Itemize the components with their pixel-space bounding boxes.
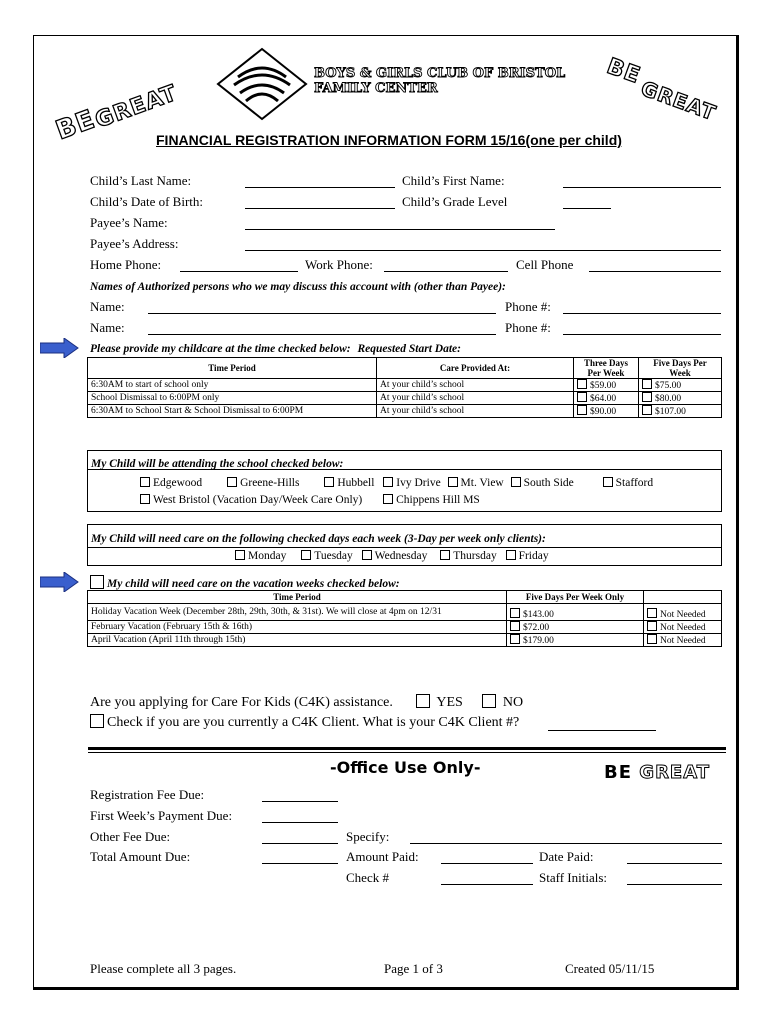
field-payee-address[interactable] xyxy=(245,250,721,251)
five-day-cell[interactable]: $75.00 xyxy=(639,379,722,392)
field-grade[interactable] xyxy=(563,208,611,209)
field-first-week[interactable] xyxy=(262,822,338,823)
field-other-fee[interactable] xyxy=(262,843,338,844)
field-first-name[interactable] xyxy=(563,187,721,188)
price-cell[interactable]: $179.00 xyxy=(507,634,644,647)
checkbox[interactable] xyxy=(642,405,652,415)
place-cell: At your child’s school xyxy=(377,379,574,392)
label-total: Total Amount Due: xyxy=(90,849,191,864)
checkbox[interactable] xyxy=(647,634,657,644)
label-auth-phone-2: Phone #: xyxy=(505,320,551,335)
checkbox[interactable] xyxy=(577,392,587,402)
label-last-name: Child’s Last Name: xyxy=(90,173,192,188)
label-amount-paid: Amount Paid: xyxy=(346,849,419,864)
checkbox[interactable] xyxy=(642,392,652,402)
period-cell: 6:30AM to start of school only xyxy=(88,379,377,392)
arrow-icon xyxy=(40,338,80,358)
label-reg-fee: Registration Fee Due: xyxy=(90,787,205,802)
c4k-yes-option[interactable]: YES xyxy=(416,695,462,710)
field-auth-name-2[interactable] xyxy=(148,334,496,335)
checkbox[interactable] xyxy=(90,575,104,589)
label-home-phone: Home Phone: xyxy=(90,257,162,272)
three-day-cell[interactable]: $90.00 xyxy=(574,405,639,418)
col-three-days: Three Days Per Week xyxy=(574,358,639,379)
field-total[interactable] xyxy=(262,863,338,864)
arrow-icon xyxy=(40,572,80,592)
label-auth-name-1: Name: xyxy=(90,299,125,314)
label-first-name: Child’s First Name: xyxy=(402,173,505,188)
footer-left: Please complete all 3 pages. xyxy=(90,961,237,976)
org-line-2: FAMILY CENTER xyxy=(314,81,438,96)
checkbox[interactable] xyxy=(482,694,496,708)
field-c4k-client-number[interactable] xyxy=(548,730,656,731)
field-cell-phone[interactable] xyxy=(589,271,721,272)
office-divider xyxy=(88,747,726,750)
field-home-phone[interactable] xyxy=(180,271,298,272)
checkbox[interactable] xyxy=(510,621,520,631)
field-auth-phone-1[interactable] xyxy=(563,313,721,314)
col-five-days: Five Days Per Week xyxy=(639,358,722,379)
school-option[interactable]: South Side xyxy=(511,477,574,489)
checkbox[interactable] xyxy=(416,694,430,708)
field-check[interactable] xyxy=(441,884,533,885)
not-needed-cell[interactable]: Not Needed xyxy=(644,621,722,634)
label-first-week: First Week’s Payment Due: xyxy=(90,808,233,823)
days-row xyxy=(235,550,549,562)
childcare-heading: Please provide my childcare at the time checked below: Requested Start Date: xyxy=(90,343,461,355)
not-needed-cell[interactable]: Not Needed xyxy=(644,604,722,621)
table-row xyxy=(88,621,722,634)
label-grade: Child’s Grade Level xyxy=(402,194,508,209)
authorized-heading: Names of Authorized persons who we may discuss this account with (other than Payee): xyxy=(90,281,506,293)
checkbox[interactable] xyxy=(510,608,520,618)
field-auth-name-1[interactable] xyxy=(148,313,496,314)
label-other-fee: Other Fee Due: xyxy=(90,829,171,844)
field-amount-paid[interactable] xyxy=(441,863,533,864)
three-day-cell[interactable]: $64.00 xyxy=(574,392,639,405)
period-cell: School Dismissal to 6:00PM only xyxy=(88,392,377,405)
col-vacation-period: Time Period xyxy=(88,591,507,604)
label-staff-initials: Staff Initials: xyxy=(539,870,608,885)
checkbox[interactable] xyxy=(510,634,520,644)
form-title: FINANCIAL REGISTRATION INFORMATION FORM 15/16(one per child) xyxy=(156,132,622,148)
label-specify: Specify: xyxy=(346,829,390,844)
school-option[interactable]: West Bristol (Vacation Day/Week Care Only) xyxy=(140,494,362,506)
school-option[interactable]: Stafford xyxy=(603,477,653,489)
field-work-phone[interactable] xyxy=(384,271,508,272)
day-option[interactable]: Friday xyxy=(506,550,549,562)
c4k-question-row xyxy=(90,694,523,711)
field-dob[interactable] xyxy=(245,208,395,209)
school-option[interactable]: Ivy Drive xyxy=(383,477,440,489)
vacation-heading[interactable]: My child will need care on the vacation weeks checked below: xyxy=(90,575,400,590)
org-name xyxy=(314,66,565,96)
price-cell[interactable]: $143.00 xyxy=(507,604,644,621)
field-payee-name[interactable] xyxy=(245,229,555,230)
checkbox[interactable] xyxy=(647,608,657,618)
school-row-2 xyxy=(140,494,480,506)
office-divider-thin xyxy=(88,752,726,753)
field-specify[interactable] xyxy=(410,843,722,844)
footer-page-number: Page 1 of 3 xyxy=(384,961,443,976)
office-title: -Office Use Only- xyxy=(330,758,481,777)
label-work-phone: Work Phone: xyxy=(305,257,373,272)
school-option[interactable]: Hubbell xyxy=(324,477,374,489)
day-option[interactable]: Wednesday xyxy=(362,550,428,562)
vacation-table xyxy=(87,590,722,647)
table-row xyxy=(88,392,722,405)
org-line-1: BOYS & GIRLS CLUB OF BRISTOL xyxy=(314,66,566,81)
period-cell: Holiday Vacation Week (December 28th, 29th, 30th, & 31st). We will close at 4pm on 12/31 xyxy=(88,604,507,621)
day-option[interactable]: Monday xyxy=(235,550,286,562)
table-row xyxy=(88,379,722,392)
be-great-logo-right-great: GREAT xyxy=(637,76,720,126)
period-cell: February Vacation (February 15th & 16th) xyxy=(88,621,507,634)
table-row xyxy=(88,604,722,621)
label-check: Check # xyxy=(346,870,389,885)
days-heading: My Child will need care on the following checked days each week (3-Day per week only clients): xyxy=(91,533,546,545)
five-day-cell[interactable]: $107.00 xyxy=(639,405,722,418)
col-care-provided: Care Provided At: xyxy=(377,358,574,379)
field-staff-initials[interactable] xyxy=(627,884,722,885)
checkbox[interactable] xyxy=(577,405,587,415)
field-last-name[interactable] xyxy=(245,187,395,188)
five-day-cell[interactable]: $80.00 xyxy=(639,392,722,405)
schools-heading: My Child will be attending the school checked below: xyxy=(91,458,344,470)
col-vacation-price: Five Days Per Week Only xyxy=(507,591,644,604)
school-option[interactable]: Chippens Hill MS xyxy=(383,494,480,506)
table-row xyxy=(88,634,722,647)
label-payee-name: Payee’s Name: xyxy=(90,215,168,230)
club-logo xyxy=(216,47,308,122)
day-option[interactable]: Thursday xyxy=(440,550,496,562)
checkbox[interactable] xyxy=(90,714,104,728)
col-not-needed xyxy=(644,591,722,604)
school-row-1 xyxy=(140,477,653,489)
childcare-table xyxy=(87,357,722,418)
c4k-no-option[interactable]: NO xyxy=(482,695,523,710)
label-cell-phone: Cell Phone xyxy=(516,257,574,272)
checkbox[interactable] xyxy=(577,379,587,389)
school-option[interactable]: Greene-Hills xyxy=(227,477,299,489)
be-great-logo-left-great: GREAT xyxy=(92,80,181,134)
period-cell: 6:30AM to School Start & School Dismissal to 6:00PM xyxy=(88,405,377,418)
col-time-period: Time Period xyxy=(88,358,377,379)
place-cell: At your child’s school xyxy=(377,392,574,405)
school-option[interactable]: Mt. View xyxy=(448,477,504,489)
label-payee-address: Payee’s Address: xyxy=(90,236,179,251)
checkbox[interactable] xyxy=(642,379,652,389)
label-dob: Child’s Date of Birth: xyxy=(90,194,204,209)
label-auth-phone-1: Phone #: xyxy=(505,299,551,314)
day-option[interactable]: Tuesday xyxy=(301,550,353,562)
table-row xyxy=(88,405,722,418)
field-reg-fee[interactable] xyxy=(262,801,338,802)
not-needed-cell[interactable]: Not Needed xyxy=(644,634,722,647)
be-great-logo-office: BE GREAT xyxy=(604,762,711,783)
period-cell: April Vacation (April 11th through 15th) xyxy=(88,634,507,647)
field-date-paid[interactable] xyxy=(627,863,722,864)
place-cell: At your child’s school xyxy=(377,405,574,418)
price-cell[interactable]: $72.00 xyxy=(507,621,644,634)
be-great-logo-left: BE xyxy=(52,104,100,147)
c4k-client-row[interactable]: Check if you are you currently a C4K Client. What is your C4K Client #? xyxy=(90,714,519,731)
c4k-question: Are you applying for Care For Kids (C4K) assistance. xyxy=(90,695,393,710)
label-auth-name-2: Name: xyxy=(90,320,125,335)
three-day-cell[interactable]: $59.00 xyxy=(574,379,639,392)
footer-created: Created 05/11/15 xyxy=(565,961,655,976)
label-date-paid: Date Paid: xyxy=(539,849,594,864)
be-great-logo-right: BE xyxy=(603,54,644,90)
school-option[interactable]: Edgewood xyxy=(140,477,202,489)
checkbox[interactable] xyxy=(647,621,657,631)
field-auth-phone-2[interactable] xyxy=(563,334,721,335)
